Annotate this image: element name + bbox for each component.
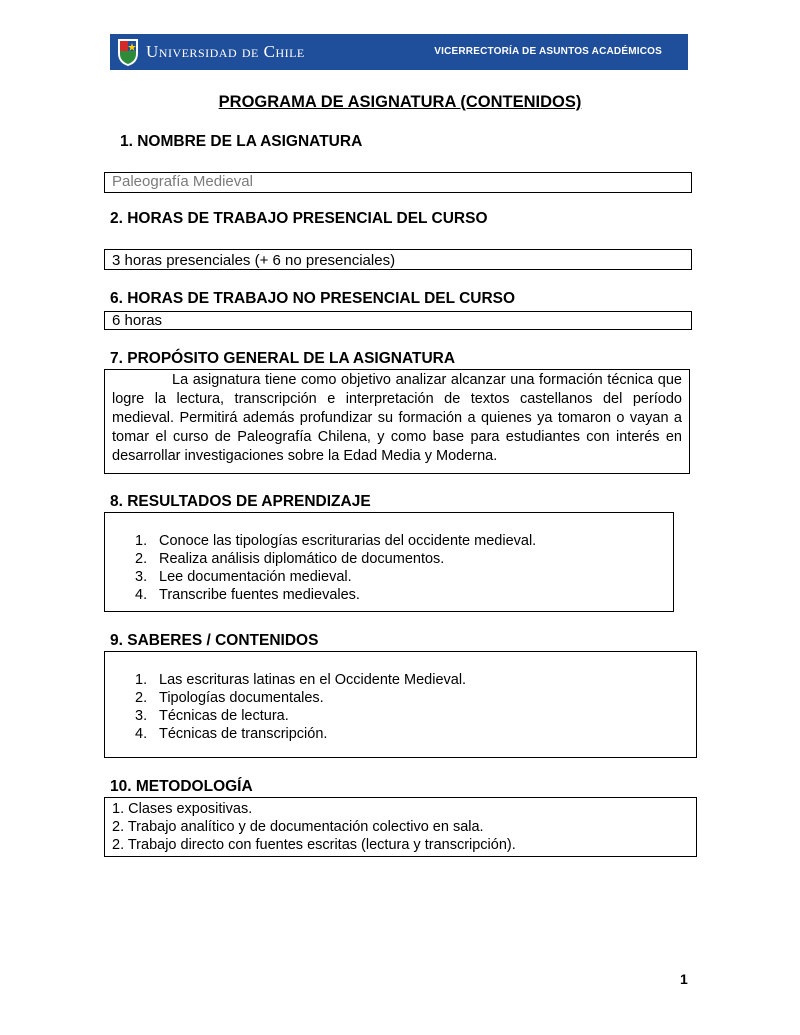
- list-item: 3. Técnicas de lectura.: [135, 708, 289, 724]
- university-name: Universidad de Chile: [146, 42, 305, 61]
- contents-list: [105, 671, 696, 743]
- contents-box: [104, 651, 697, 758]
- course-name-value: Paleografía Medieval: [112, 173, 253, 190]
- methodology-line: 2. Trabajo directo con fuentes escritas (lectura y transcripción).: [112, 837, 516, 853]
- header-banner: [110, 34, 688, 70]
- learning-outcomes-box: [104, 512, 674, 612]
- list-item: 1. Las escrituras latinas en el Occidente Medieval.: [135, 672, 467, 688]
- list-item: 3. Lee documentación medieval.: [135, 569, 352, 585]
- section-2-title: 2. HORAS DE TRABAJO PRESENCIAL DEL CURSO: [110, 210, 488, 227]
- non-presential-hours-box: [104, 311, 692, 330]
- methodology-box: [104, 797, 697, 857]
- list-item: 4. Transcribe fuentes medievales.: [135, 587, 360, 603]
- purpose-box: [104, 369, 690, 474]
- methodology-line: 1. Clases expositivas.: [112, 801, 253, 817]
- learning-outcomes-list: [105, 532, 673, 604]
- document-title: PROGRAMA DE ASIGNATURA (CONTENIDOS): [218, 93, 582, 111]
- purpose-text: La asignatura tiene como objetivo analizar alcanzar una formación técnica que logre la lectura, transcripción e interpretación de textos castellanos del período medieval. Permitirá además profundizar su formación a quienes ya tomaron o vayan a tomar el curso de Paleografía Chilena, y como base para estudiantes con interés en desarrollar investigaciones sobre la Edad Media y Moderna.: [112, 372, 682, 464]
- section-6-title: 6. HORAS DE TRABAJO NO PRESENCIAL DEL CURSO: [110, 290, 516, 307]
- university-crest-icon: [116, 37, 140, 67]
- presential-hours-box: [104, 249, 692, 270]
- list-item: 1. Conoce las tipologías escriturarias del occidente medieval.: [135, 533, 537, 549]
- methodology-line: 2. Trabajo analítico y de documentación colectivo en sala.: [112, 819, 484, 835]
- list-item: 2. Tipologías documentales.: [135, 690, 324, 706]
- presential-hours-value: 3 horas presenciales (+ 6 no presenciales): [112, 252, 396, 269]
- list-item: 4. Técnicas de transcripción.: [135, 726, 328, 742]
- section-8-title: 8. RESULTADOS DE APRENDIZAJE: [110, 493, 371, 510]
- page-number: 1: [680, 971, 688, 987]
- section-9-title: 9. SABERES / CONTENIDOS: [110, 632, 319, 649]
- section-7-title: 7. PROPÓSITO GENERAL DE LA ASIGNATURA: [110, 350, 456, 367]
- list-item: 2. Realiza análisis diplomático de documentos.: [135, 551, 445, 567]
- section-10-title: 10. METODOLOGÍA: [110, 778, 253, 795]
- vicerrectoria-label: VICERRECTORÍA DE ASUNTOS ACADÉMICOS: [434, 46, 662, 57]
- non-presential-hours-value: 6 horas: [112, 312, 163, 329]
- section-1-title: 1. NOMBRE DE LA ASIGNATURA: [120, 133, 363, 150]
- course-name-box: [104, 172, 692, 193]
